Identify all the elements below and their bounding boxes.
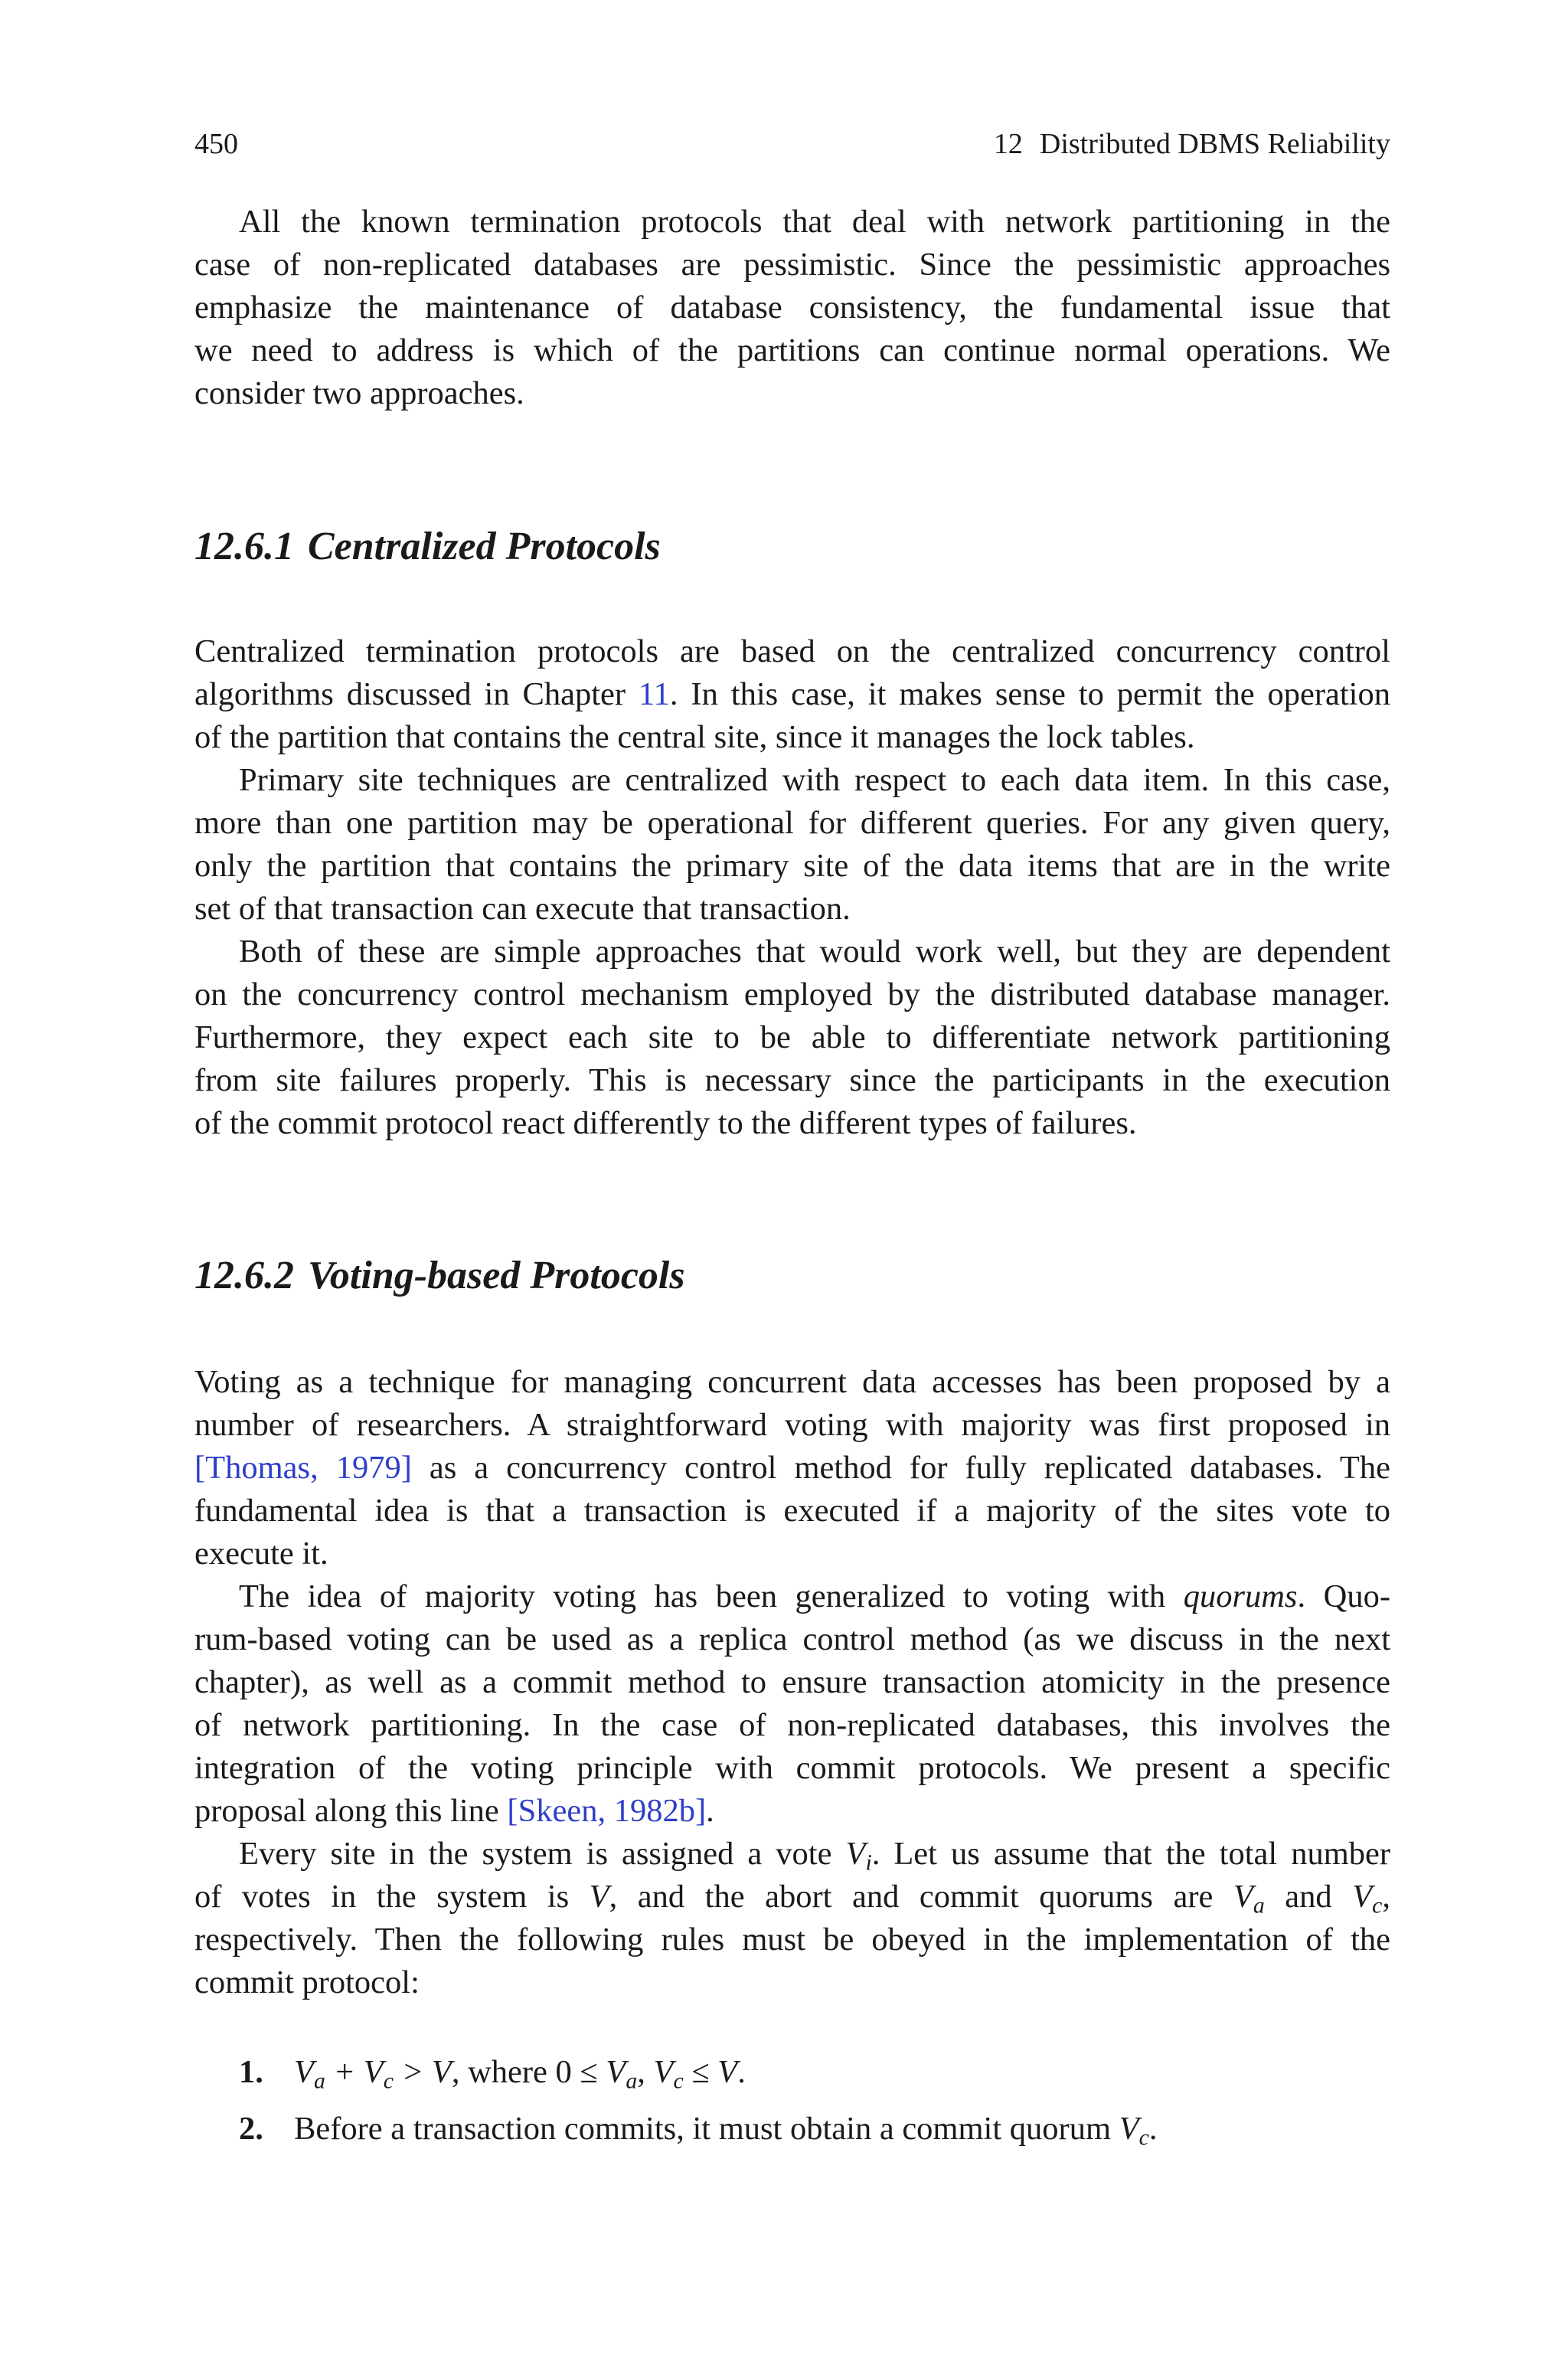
text-line: more than one partition may be operational for different queries. For any given query, — [194, 805, 1390, 841]
rule-list-item-2: 2. Before a transaction commits, it must obtain a commit quorum $V_c$. — [239, 2108, 1157, 2151]
text-line: commit protocol: — [194, 1964, 420, 2000]
rule-list-item-1: 1. $V_a + V_c > V$, where $0 \le V_a$, $V_c \le V$. — [239, 2051, 746, 2094]
page-number: 450 — [194, 128, 238, 160]
centralized-paragraph-1 — [194, 630, 1390, 759]
text-line: from site failures properly. This is necessary since the participants in the execution — [194, 1062, 1390, 1098]
text-line: of the commit protocol react differently to the different types of failures. — [194, 1105, 1137, 1141]
text-line: Centralized termination protocols are based on the centralized concurrency control — [194, 633, 1390, 669]
text-line: respectively. Then the following rules must be obeyed in the implementation of the — [194, 1922, 1390, 1958]
text-line: on the concurrency control mechanism employed by the distributed database manager. — [194, 976, 1390, 1012]
text-line: Both of these are simple approaches that would work well, but they are dependent — [239, 934, 1390, 970]
section-number: 12.6.2 — [194, 1254, 294, 1297]
citation-thomas-1979[interactable]: [Thomas, 1979] — [194, 1450, 412, 1486]
math-v: V — [589, 1879, 609, 1915]
running-header — [194, 125, 1390, 163]
text-line: of network partitioning. In the case of non-replicated databases, this involves the — [194, 1707, 1390, 1743]
text-line: Primary site techniques are centralized with respect to each data item. In this case, — [239, 762, 1390, 798]
text-line: All the known termination protocols that deal with network partitioning in the — [239, 204, 1390, 240]
section-heading-voting — [194, 1251, 685, 1300]
section-heading-centralized — [194, 522, 661, 571]
chapter-link[interactable]: 11 — [638, 676, 670, 712]
text-line: emphasize the maintenance of database consistency, the fundamental issue that — [194, 289, 1390, 325]
section-title: Voting-based Protocols — [308, 1254, 685, 1297]
math-rule-1: $V_a + V_c > V$ — [294, 2054, 452, 2094]
text-line: execute it. — [194, 1536, 328, 1572]
math-va: $V_a$ — [1233, 1879, 1265, 1918]
text-line: only the partition that contains the primary site of the data items that are in the write — [194, 848, 1390, 884]
text-line: of the partition that contains the central site, since it manages the lock tables. — [194, 719, 1195, 755]
section-number: 12.6.1 — [194, 525, 294, 568]
math-vi: $V_i$ — [845, 1836, 872, 1876]
text-line: Every site in the system is assigned a vote $V_i$. Let us assume that the total number — [239, 1836, 1391, 1876]
voting-paragraph-1 — [194, 1361, 1390, 1575]
text-line: of votes in the system is V, and the abort and commit quorums are $V_a$ and $V_c$, — [194, 1879, 1390, 1918]
text-line: Voting as a technique for managing concurrent data accesses has been proposed by a — [194, 1364, 1390, 1400]
text-line: integration of the voting principle with commit protocols. We present a specific — [194, 1750, 1390, 1786]
text-line: proposal along this line [Skeen, 1982b]. — [194, 1793, 714, 1829]
list-label: 1. — [239, 2054, 263, 2090]
math-vc: $V_c$ — [1119, 2111, 1149, 2151]
text-line: consider two approaches. — [194, 375, 524, 411]
running-title — [994, 125, 1390, 163]
text-line: fundamental idea is that a transaction is executed if a majority of the sites vote to — [194, 1493, 1390, 1529]
citation-skeen-1982b[interactable]: [Skeen, 1982b] — [507, 1793, 707, 1829]
text-line: rum-based voting can be used as a replica control method (as we discuss in the next — [194, 1621, 1390, 1657]
text-line: we need to address is which of the partitions can continue normal operations. We — [194, 332, 1390, 368]
text-line: Furthermore, they expect each site to be able to differentiate network partitioning — [194, 1019, 1390, 1055]
voting-paragraph-2 — [194, 1575, 1390, 1833]
centralized-paragraph-2 — [194, 759, 1390, 931]
chapter-title: Distributed DBMS Reliability — [1039, 128, 1390, 160]
section-title: Centralized Protocols — [308, 525, 661, 568]
centralized-paragraph-3 — [194, 931, 1390, 1145]
text-line: chapter), as well as a commit method to ensure transaction atomicity in the presence — [194, 1664, 1390, 1700]
text-line: number of researchers. A straightforward voting with majority was first proposed in — [194, 1407, 1390, 1443]
text-line: algorithms discussed in Chapter 11. In this case, it makes sense to permit the operation — [194, 676, 1390, 712]
text-line: [Thomas, 1979] as a concurrency control method for fully replicated databases. The — [194, 1450, 1390, 1486]
intro-paragraph — [194, 201, 1390, 415]
text-line: set of that transaction can execute that transaction. — [194, 891, 851, 927]
list-label: 2. — [239, 2111, 263, 2147]
emphasis-quorums: quorums — [1183, 1578, 1298, 1614]
math-vc: $V_c$ — [1352, 1879, 1383, 1918]
voting-paragraph-3 — [194, 1833, 1390, 2004]
chapter-number: 12 — [993, 128, 1023, 160]
text-line: The idea of majority voting has been generalized to voting with quorums. Quo- — [239, 1578, 1390, 1614]
text-line: case of non-replicated databases are pessimistic. Since the pessimistic approaches — [194, 247, 1390, 283]
